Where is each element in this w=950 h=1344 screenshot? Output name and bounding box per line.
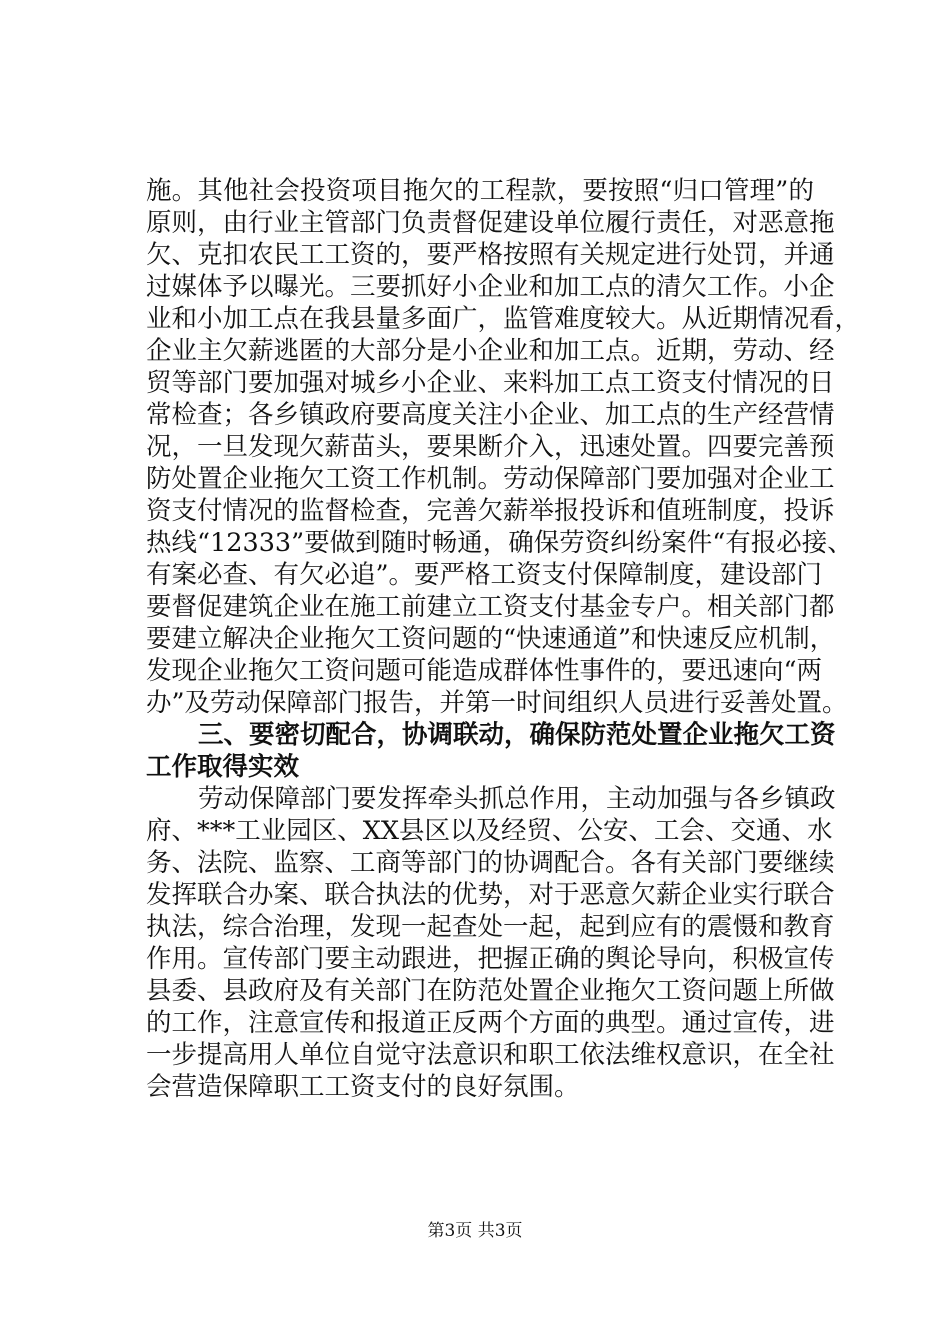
text-line: 执法，综合治理，发现一起查处一起，起到应有的震慑和教育 — [146, 912, 835, 942]
text-line: 作用。宣传部门要主动跟进，把握正确的舆论导向，积极宣传 — [146, 944, 835, 974]
text-line: 防处置企业拖欠工资工作机制。劳动保障部门要加强对企业工 — [146, 464, 835, 494]
text-line: 劳动保障部门要发挥牵头抓总作用，主动加强与各乡镇政 — [198, 784, 836, 814]
text-line: 施。其他社会投资项目拖欠的工程款，要按照“归口管理”的 — [146, 176, 814, 206]
text-line: 的工作，注意宣传和报道正反两个方面的典型。通过宣传，进 — [146, 1008, 835, 1038]
text-line: 过媒体予以曝光。三要抓好小企业和加工点的清欠工作。小企 — [146, 272, 835, 302]
text-line: 一步提高用人单位自觉守法意识和职工依法维权意识，在全社 — [146, 1040, 835, 1070]
document-body — [146, 175, 861, 1103]
heading-line: 三、要密切配合，协调联动，确保防范处置企业拖欠工资 — [198, 720, 836, 750]
paragraph-2 — [146, 783, 836, 1103]
text-line: 办”及劳动保障部门报告，并第一时间组织人员进行妥善处置。 — [146, 688, 848, 718]
text-line: 业和小加工点在我县量多面广，监管难度较大。从近期情况看， — [146, 304, 861, 334]
text-line: 务、法院、监察、工商等部门的协调配合。各有关部门要继续 — [146, 848, 835, 878]
text-line: 企业主欠薪逃匿的大部分是小企业和加工点。近期，劳动、经 — [146, 336, 835, 366]
text-line: 原则，由行业主管部门负责督促建设单位履行责任，对恶意拖 — [146, 208, 835, 238]
text-line: 府、***工业园区、XX县区以及经贸、公安、工会、交通、水 — [146, 816, 833, 846]
page-number-footer: 第3页 共3页 — [427, 1221, 523, 1241]
text-line: 热线“12333”要做到随时畅通，确保劳资纠纷案件“有报必接、 — [146, 528, 853, 558]
text-line: 欠、克扣农民工工资的，要严格按照有关规定进行处罚，并通 — [146, 240, 835, 270]
paragraph-1 — [146, 175, 861, 719]
text-line: 要建立解决企业拖欠工资问题的“快速通道”和快速反应机制， — [146, 624, 836, 654]
text-line: 县委、县政府及有关部门在防范处置企业拖欠工资问题上所做 — [146, 976, 835, 1006]
text-line: 资支付情况的监督检查，完善欠薪举报投诉和值班制度，投诉 — [146, 496, 835, 526]
text-line: 况，一旦发现欠薪苗头，要果断介入，迅速处置。四要完善预 — [146, 432, 835, 462]
section-heading — [146, 719, 836, 783]
text-line: 贸等部门要加强对城乡小企业、来料加工点工资支付情况的日 — [146, 368, 835, 398]
text-line: 有案必查、有欠必追”。要严格工资支付保障制度，建设部门 — [146, 560, 823, 590]
text-line: 常检查；各乡镇政府要高度关注小企业、加工点的生产经营情 — [146, 400, 835, 430]
heading-line: 工作取得实效 — [146, 752, 300, 782]
text-line: 要督促建筑企业在施工前建立工资支付基金专户。相关部门都 — [146, 592, 835, 622]
text-line: 发挥联合办案、联合执法的优势，对于恶意欠薪企业实行联合 — [146, 880, 835, 910]
text-line: 发现企业拖欠工资问题可能造成群体性事件的，要迅速向“两 — [146, 656, 823, 686]
text-line: 会营造保障职工工资支付的良好氛围。 — [146, 1072, 580, 1102]
